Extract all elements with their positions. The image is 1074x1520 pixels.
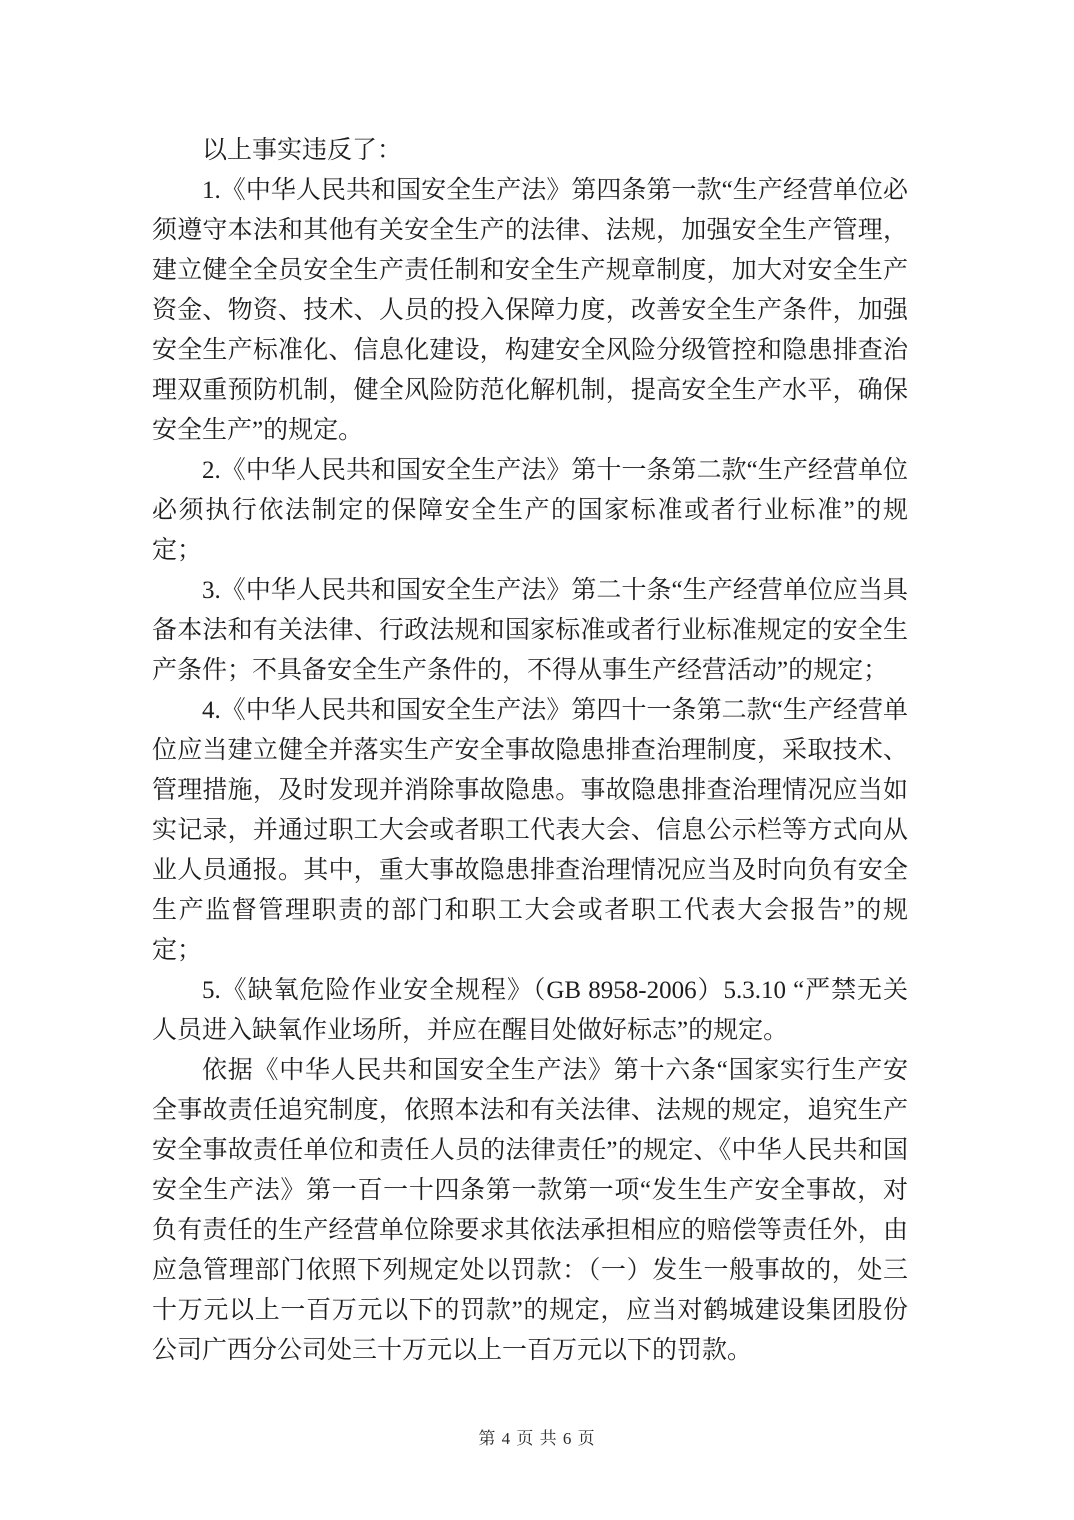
violation-item-5: 5.《缺氧危险作业安全规程》（GB 8958-2006）5.3.10 “严禁无关人员进入缺氧作业场所，并应在醒目处做好标志”的规定。 (152, 977, 908, 1044)
violation-item-3: 3.《中华人民共和国安全生产法》第二十条“生产经营单位应当具备本法和有关法律、行政法规和国家标准或者行业标准规定的安全生产条件；不具备安全生产条件的，不得从事生产经营活动”的规定； (152, 577, 908, 684)
violated-provisions-lead: 以上事实违反了： (202, 137, 403, 164)
document-body (152, 131, 908, 1371)
penalty-basis-paragraph: 依据《中华人民共和国安全生产法》第十六条“国家实行生产安全事故责任追究制度，依照本法和有关法律、法规的规定，追究生产安全事故责任单位和责任人员的法律责任”的规定、《中华人民共和国安全生产法》第一百一十四条第一款第一项“发生生产安全事故，对负有责任的生产经营单位除要求其依法承担相应的赔偿等责任外，由应急管理部门依照下列规定处以罚款：（一）发生一般事故的，处三十万元以上一百万元以下的罚款”的规定，应当对鹤城建设集团股份公司广西分公司处三十万元以上一百万元以下的罚款。 (152, 1057, 908, 1364)
page-number-footer: 第 4 页 共 6 页 (478, 1429, 596, 1448)
violation-item-1: 1.《中华人民共和国安全生产法》第四条第一款“生产经营单位必须遵守本法和其他有关安全生产的法律、法规，加强安全生产管理，建立健全全员安全生产责任制和安全生产规章制度，加大对安全生产资金、物资、技术、人员的投入保障力度，改善安全生产条件，加强安全生产标准化、信息化建设，构建安全风险分级管控和隐患排查治理双重预防机制，健全风险防范化解机制，提高安全生产水平，确保安全生产”的规定。 (152, 177, 908, 444)
violation-item-2: 2.《中华人民共和国安全生产法》第十一条第二款“生产经营单位必须执行依法制定的保障安全生产的国家标准或者行业标准”的规定； (152, 457, 908, 564)
violation-item-4: 4.《中华人民共和国安全生产法》第四十一条第二款“生产经营单位应当建立健全并落实生产安全事故隐患排查治理制度，采取技术、管理措施，及时发现并消除事故隐患。事故隐患排查治理情况应当如实记录，并通过职工大会或者职工代表大会、信息公示栏等方式向从业人员通报。其中，重大事故隐患排查治理情况应当及时向负有安全生产监督管理职责的部门和职工大会或者职工代表大会报告”的规定； (152, 697, 908, 964)
